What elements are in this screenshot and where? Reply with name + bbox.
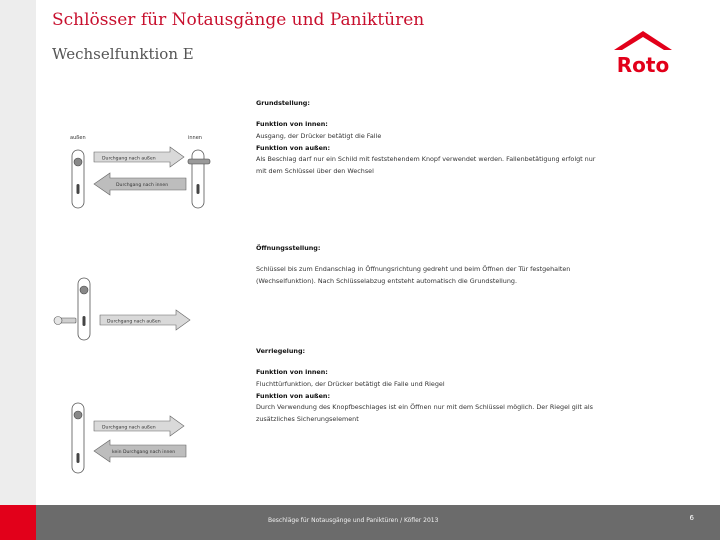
section-heading: Grundstellung:	[256, 99, 310, 107]
section-text: Ausgang, der Drücker betätigt die Falle	[256, 131, 382, 140]
section-text: Als Beschlag darf nur ein Schild mit feststehendem Knopf verwendet werden. Fallenbetätigung erfolgt nur	[256, 155, 596, 164]
arrow-label: kein Durchgang nach innen	[112, 450, 176, 455]
left-strip	[0, 0, 36, 540]
section-subheading: Funktion von innen:	[256, 367, 328, 376]
section-oeffnungsstellung	[256, 243, 656, 288]
key-bow	[54, 317, 62, 325]
roto-roof-icon	[614, 31, 672, 50]
page-number: 6	[689, 514, 694, 522]
diagram-verriegelung	[50, 395, 230, 485]
arrow-label: Durchgang nach außen	[102, 156, 156, 162]
label-aussen: außen	[70, 135, 86, 141]
section-heading: Verriegelung:	[256, 347, 306, 355]
roto-wordmark: Roto	[616, 53, 670, 76]
roto-logo	[596, 28, 706, 76]
section-text: Fluchttürfunktion, der Drücker betätigt die Falle und Riegel	[256, 379, 445, 388]
arrow-label: Durchgang nach innen	[116, 183, 169, 188]
footer-accent	[0, 505, 36, 540]
section-subheading: Funktion von außen:	[256, 143, 331, 152]
section-text: Durch Verwendung des Knopfbeschlages ist ein Öffnen nur mit dem Schlüssel möglich. Der Riegel gilt als	[256, 403, 593, 412]
footer	[36, 505, 720, 540]
outside-keyhole	[77, 184, 80, 194]
section-verriegelung	[256, 346, 656, 426]
section-text: zusätzliches Sicherungselement	[256, 415, 359, 424]
footer-text: Beschläge für Notausgänge und Paniktüren / Köfler 2013	[268, 517, 439, 524]
section-subheading: Funktion von außen:	[256, 391, 331, 400]
inside-lever	[188, 159, 210, 164]
page-subtitle: Wechselfunktion E	[52, 45, 194, 63]
inside-plate	[192, 150, 204, 208]
outside-keyhole	[77, 453, 80, 463]
section-grundstellung	[256, 98, 656, 178]
outside-keyhole	[83, 316, 86, 326]
section-subheading: Funktion von innen:	[256, 119, 328, 128]
section-text: Schlüssel bis zum Endanschlag in Öffnungsrichtung gedreht und beim Öffnen der Tür festgehalten	[256, 264, 571, 273]
page-title: Schlösser für Notausgänge und Paniktüren	[52, 10, 425, 30]
outside-knob	[74, 158, 82, 166]
diagram-grundstellung	[50, 128, 230, 218]
inside-keyhole	[197, 184, 200, 194]
diagram-oeffnungsstellung	[50, 270, 230, 345]
arrow-label: Durchgang nach außen	[102, 425, 156, 431]
outside-knob	[74, 411, 82, 419]
outside-knob	[80, 286, 88, 294]
arrow-label: Durchgang nach außen	[107, 319, 161, 325]
section-text: mit dem Schlüssel über den Wechsel	[256, 167, 374, 176]
section-text: (Wechselfunktion). Nach Schlüsselabzug entsteht automatisch die Grundstellung.	[256, 276, 517, 285]
label-innen: innen	[188, 135, 202, 141]
section-heading: Öffnungsstellung:	[256, 244, 321, 252]
